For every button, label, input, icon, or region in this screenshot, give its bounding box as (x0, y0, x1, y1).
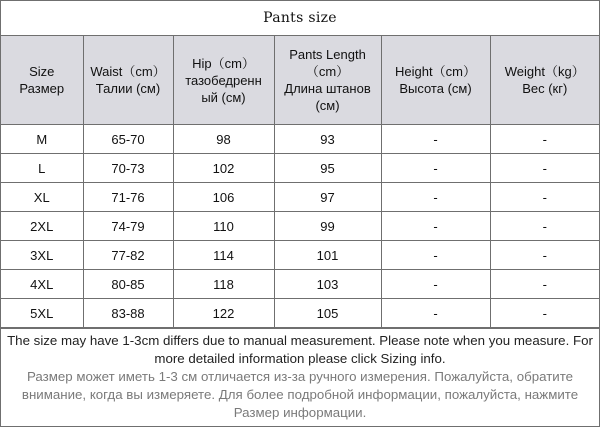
hip-cell: 106 (173, 183, 274, 212)
waist-cell: 80-85 (83, 270, 173, 299)
waist-cell: 83-88 (83, 299, 173, 328)
weight-cell: - (490, 212, 599, 241)
hip-cell: 102 (173, 154, 274, 183)
length-cell: 103 (274, 270, 381, 299)
size-cell: 5XL (1, 299, 83, 328)
header-pants-length: Pants Length （cm） Длина штанов (см) (274, 36, 381, 125)
table-row (1, 125, 599, 154)
weight-cell: - (490, 270, 599, 299)
weight-cell: - (490, 183, 599, 212)
waist-cell: 65-70 (83, 125, 173, 154)
header-row (1, 36, 599, 125)
size-cell: XL (1, 183, 83, 212)
weight-cell: - (490, 125, 599, 154)
size-cell: 2XL (1, 212, 83, 241)
height-cell: - (381, 212, 490, 241)
waist-cell: 74-79 (83, 212, 173, 241)
size-cell: L (1, 154, 83, 183)
hip-cell: 110 (173, 212, 274, 241)
note-english: The size may have 1-3cm differs due to manual measurement. Please note when you measure. For more detailed information please click Sizing info. (7, 333, 593, 366)
table-row (1, 299, 599, 328)
note-russian: Размер может иметь 1-3 см отличается из-за ручного измерения. Пожалуйста, обратите внимание, когда вы измеряете. Для более подробной информации, пожалуйста, нажмите Размер информации. (21, 369, 579, 420)
weight-cell: - (490, 241, 599, 270)
chart-title: Pants size (1, 1, 599, 36)
length-cell: 97 (274, 183, 381, 212)
height-cell: - (381, 270, 490, 299)
hip-cell: 118 (173, 270, 274, 299)
hip-cell: 114 (173, 241, 274, 270)
measurement-note (1, 328, 599, 422)
weight-cell: - (490, 154, 599, 183)
length-cell: 95 (274, 154, 381, 183)
waist-cell: 77-82 (83, 241, 173, 270)
length-cell: 101 (274, 241, 381, 270)
hip-cell: 98 (173, 125, 274, 154)
weight-cell: - (490, 299, 599, 328)
height-cell: - (381, 183, 490, 212)
size-cell: 4XL (1, 270, 83, 299)
table-row (1, 154, 599, 183)
hip-cell: 122 (173, 299, 274, 328)
header-waist: Waist（cm） Талии (см) (83, 36, 173, 125)
length-cell: 99 (274, 212, 381, 241)
table-row (1, 270, 599, 299)
header-weight: Weight（kg） Вес (кг) (490, 36, 599, 125)
length-cell: 93 (274, 125, 381, 154)
header-size: Size Размер (1, 36, 83, 125)
header-height: Height（cm） Высота (см) (381, 36, 490, 125)
table-row (1, 183, 599, 212)
height-cell: - (381, 125, 490, 154)
table-row (1, 212, 599, 241)
height-cell: - (381, 154, 490, 183)
height-cell: - (381, 299, 490, 328)
waist-cell: 71-76 (83, 183, 173, 212)
header-hip: Hip（cm） тазобедренн ый (см) (173, 36, 274, 125)
table-row (1, 241, 599, 270)
size-cell: 3XL (1, 241, 83, 270)
size-table (1, 36, 599, 328)
length-cell: 105 (274, 299, 381, 328)
size-cell: M (1, 125, 83, 154)
height-cell: - (381, 241, 490, 270)
waist-cell: 70-73 (83, 154, 173, 183)
